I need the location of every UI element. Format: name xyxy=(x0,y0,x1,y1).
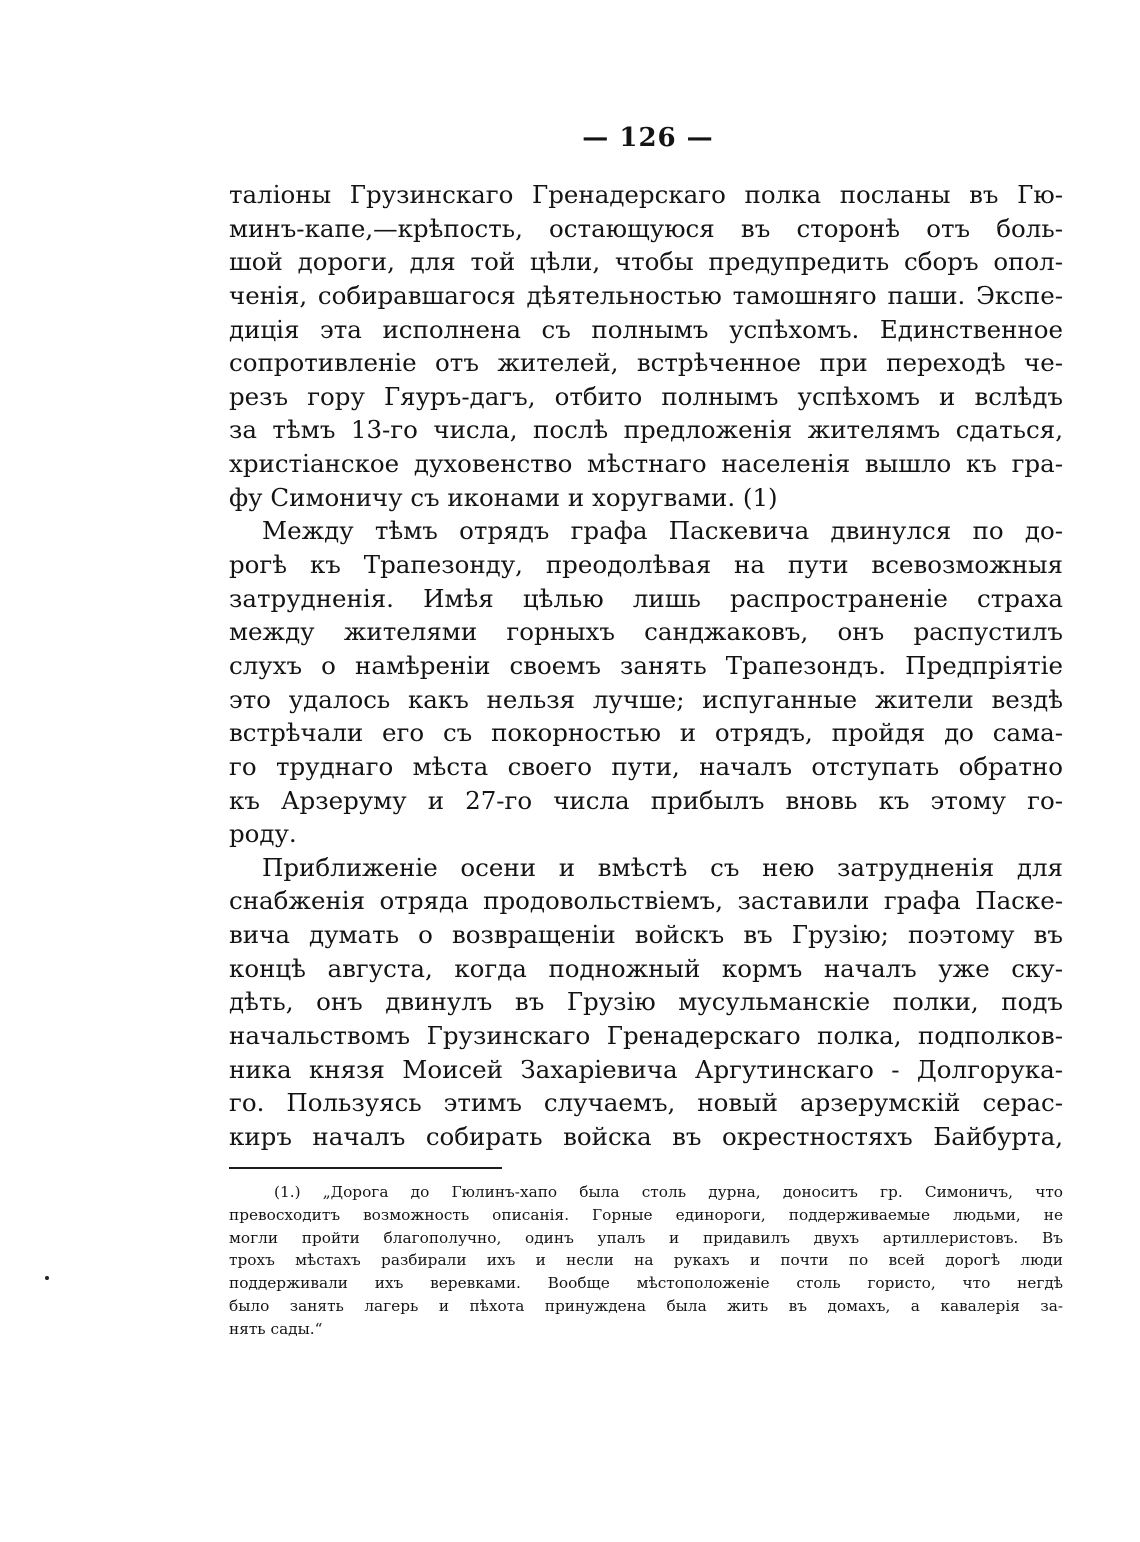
text-line: го. Пользуясь этимъ случаемъ, новый арзерумскій сераc- xyxy=(229,1088,1063,1118)
footnote-divider xyxy=(229,1167,502,1169)
text-line: дѣть, онъ двинулъ въ Грузію мусульманскіе полки, подъ xyxy=(229,987,1063,1017)
footnote-line: превосходитъ возможность описанія. Горные единороги, поддерживаемые людьми, не xyxy=(229,1205,1063,1224)
text-line: шой дороги, для той цѣли, чтобы предупредить сборъ опол- xyxy=(229,247,1063,277)
paragraph-start-line: Между тѣмъ отрядъ графа Паскевича двинулся по до- xyxy=(262,516,1063,546)
text-line: сопротивленіе отъ жителей, встрѣченное при переходѣ че- xyxy=(229,348,1063,378)
footnote xyxy=(229,1181,1063,1341)
text-line: снабженія отряда продовольствіемъ, заставили графа Паске- xyxy=(229,886,1063,916)
main-text xyxy=(229,178,1063,1154)
text-line: киръ началъ собирать войска въ окрестностяхъ Байбурта, xyxy=(229,1121,1063,1151)
text-line: вича думать о возвращеніи войскъ въ Грузію; поэтому въ xyxy=(229,920,1063,950)
text-line: христіанское духовенство мѣстнаго населенія вышло къ гра- xyxy=(229,449,1063,479)
footnote-line: могли пройти благополучно, одинъ упалъ и придавилъ двухъ артиллеристовъ. Въ xyxy=(229,1228,1063,1247)
text-line: къ Арзеруму и 27-го числа прибылъ вновь къ этому го- xyxy=(229,785,1063,815)
text-line: диція эта исполнена съ полнымъ успѣхомъ. Единственное xyxy=(229,314,1063,344)
text-line: начальствомъ Грузинскаго Гренадерскаго полка, подполков- xyxy=(229,1021,1063,1051)
text-line: минъ-капе,—крѣпость, остающуюся въ сторонѣ отъ боль- xyxy=(229,213,1063,243)
text-line: ника князя Моисей Захаріевича Аргутинскаго - Долгорука- xyxy=(229,1054,1063,1084)
text-line: между жителями горныхъ санджаковъ, онъ распустилъ xyxy=(229,617,1063,647)
text-line: фу Симоничу съ иконами и хоругвами. (1) xyxy=(229,482,778,512)
text-line: это удалось какъ нельзя лучше; испуганные жители вездѣ xyxy=(229,684,1063,714)
text-line: го труднаго мѣста своего пути, началъ отступать обратно xyxy=(229,751,1063,781)
paragraph-start-line: Приближеніе осени и вмѣстѣ съ нею затрудненія для xyxy=(262,852,1063,882)
footnote-line: трохъ мѣстахъ разбирали ихъ и несли на рукахъ и почти по всей дорогѣ люди xyxy=(229,1251,1063,1270)
footnote-line: поддерживали ихъ веревками. Вообще мѣстоположеніе столь гористо, что негдѣ xyxy=(229,1274,1063,1293)
footnote-line: нять сады.“ xyxy=(229,1319,323,1338)
text-line: рогѣ къ Трапезонду, преодолѣвая на пути всевозможныя xyxy=(229,550,1063,580)
footnote-line: было занять лагерь и пѣхота принуждена была жить въ домахъ, а кавалерія за- xyxy=(229,1296,1063,1315)
page-number: — 126 — xyxy=(582,123,714,153)
text-line: роду. xyxy=(229,819,297,849)
footnote-line: (1.) „Дорога до Гюлинъ-хапо была столь дурна, доноситъ гр. Симоничъ, что xyxy=(274,1183,1063,1201)
margin-speck xyxy=(45,1276,49,1280)
text-line: концѣ августа, когда подножный кормъ началъ уже ску- xyxy=(229,953,1063,983)
text-line: слухъ о намѣреніи своемъ занять Трапезондъ. Предпріятіе xyxy=(229,650,1063,680)
text-line: резъ гору Гяуръ-дагъ, отбито полнымъ успѣхомъ и вслѣдъ xyxy=(229,381,1063,411)
text-line: встрѣчали его съ покорностью и отрядъ, пройдя до сама- xyxy=(229,718,1063,748)
text-line: таліоны Грузинскаго Гренадерскаго полка посланы въ Гю- xyxy=(229,180,1063,209)
text-line: затрудненія. Имѣя цѣлью лишь распространеніе страха xyxy=(229,583,1063,613)
text-line: ченія, собиравшагося дѣятельностью тамошняго паши. Экспе- xyxy=(229,280,1063,310)
text-line: за тѣмъ 13-го числа, послѣ предложенія жителямъ сдаться, xyxy=(229,415,1063,445)
